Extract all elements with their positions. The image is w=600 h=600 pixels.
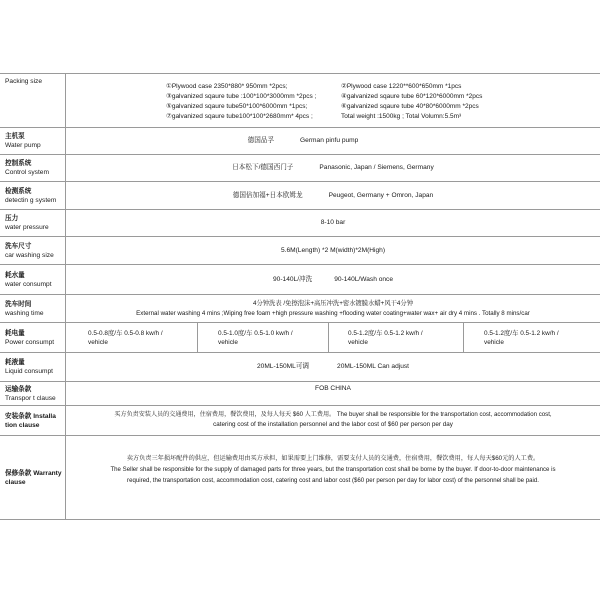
- label-en: water pressure: [5, 224, 49, 231]
- value-cn: 德国品孚: [247, 137, 275, 145]
- cell-divider: [197, 323, 198, 352]
- packing-right-list: [341, 82, 482, 122]
- label-en: Control system: [5, 169, 49, 176]
- row-water-consumption: [0, 265, 600, 295]
- label-cn: 保修条款 Warranty: [5, 469, 62, 477]
- time-line-en: External water washing 4 mins ;Wiping free foam +high pressure washing +flooding water coating+water wax+ air dry 4 mins . Totally 8 mins/car: [136, 310, 530, 317]
- label-cn: 安装条款 Installa: [5, 412, 56, 420]
- packing-left-list: [166, 82, 316, 122]
- row-detecting-system: [0, 182, 600, 210]
- label-cn: 压力: [5, 215, 19, 222]
- packing-item: ⑥galvanized sqaure tube 40*80*6000mm *2pcs: [341, 103, 479, 110]
- packing-item: ②Plywood case 1220**600*650mm *1pcs: [341, 83, 462, 90]
- label-en: clause: [5, 478, 26, 486]
- power-cell-line: vehicle: [484, 338, 504, 346]
- packing-item: ⑤galvanized sqaure tube50*100*6000mm *1pcs;: [166, 103, 308, 110]
- packing-item: ①Plywood case 2350*880* 950mm *2pcs;: [166, 83, 288, 90]
- label-en: car washing size: [5, 251, 54, 259]
- label-en: washing time: [5, 309, 44, 317]
- label-en: detectin g system: [5, 196, 57, 204]
- row-packing-size: [0, 73, 600, 128]
- value-en: Peugeot, Germany + Omron, Japan: [328, 191, 434, 199]
- row-transport-clause: [0, 382, 600, 406]
- packing-item: ⑦galvanized sqaure tube100*100*2680mm* 4pcs ;: [166, 113, 313, 120]
- power-cell-line: vehicle: [348, 338, 368, 346]
- label-cn: 洗车时间: [5, 300, 32, 308]
- label-en: Power consumpt: [5, 338, 55, 346]
- value-cn: 90-140L/冲洗: [273, 275, 313, 283]
- row-water-pump: [0, 128, 600, 155]
- value-en: 20ML-150ML Can adjust: [337, 363, 409, 371]
- row-car-washing-size: [0, 237, 600, 265]
- warranty-line-3: required, the transportation cost, accommodation cost, catering cost and labor cost ($60 per person per day for labor cost) of the personnel shall be paid.: [127, 477, 539, 484]
- row-power-consumption: [0, 323, 600, 353]
- label-en: Liquid consumpt: [5, 368, 54, 375]
- packing-item: ③galvanized sqaure tube :100*100*3000mm *2pcs ;: [166, 93, 317, 100]
- label-cn: 耗水量: [5, 271, 25, 279]
- label-cn: 控制系统: [5, 160, 32, 167]
- value-en: German pinfu pump: [300, 137, 359, 145]
- transport-value: FOB CHINA: [315, 385, 351, 392]
- packing-item: Total weight :1500kg ; Total Volumn:5.5m³: [341, 113, 462, 120]
- value-cn: 日本松下/德国西门子: [232, 164, 294, 172]
- power-cell: [478, 323, 594, 352]
- row-control-system: [0, 155, 600, 182]
- install-line-1: 买方负责安装人员的交通费用，住宿费用，餐饮费用，及每人每天 $60 人工费用。 The buyer shall be responsible for the transportation cost, accommodation cost,: [114, 411, 552, 418]
- power-cell-line: vehicle: [88, 338, 108, 346]
- value: 8-10 bar: [320, 219, 346, 227]
- row-washing-time: [0, 295, 600, 323]
- warranty-line-1: 卖方负责三年损坏配件的供应，但运输费用由买方承担，如果需要上门维修，需要支付人员的交通费，住宿费用，餐饮费用，每人每天$60元的人工费。: [126, 455, 540, 462]
- warranty-line-2: The Seller shall be responsible for the supply of damaged parts for three years, but the transportation cost shall be borne by the buyer. If door-to-door maintenance is: [110, 466, 556, 473]
- power-cell: [342, 323, 458, 352]
- row-warranty-clause: [0, 436, 600, 520]
- time-line-cn: 4分钟洗表 /免擦泡沫+高压冲洗+密水镀膜水蜡+风干4分钟: [252, 300, 414, 307]
- value: 5.6M(Length) *2 M(width)*2M(High): [280, 246, 386, 254]
- value-en: Panasonic, Japan / Siemens, Germany: [319, 164, 434, 172]
- row-installation-clause: [0, 406, 600, 436]
- cell-divider: [463, 323, 464, 352]
- power-cell-line: 0.5-1.2度/车 0.5-1.2 kw/h /: [484, 329, 559, 337]
- install-line-2: catering cost of the installation personnel and the labor cost of $60 per person per day: [213, 421, 453, 428]
- label-en: Water pump: [5, 142, 41, 149]
- label-en: water consumpt: [5, 280, 52, 288]
- label-en: Transpor t clause: [5, 394, 56, 402]
- power-cell-line: 0.5-1.0度/车 0.5-1.0 kw/h /: [218, 329, 293, 337]
- power-cell: [212, 323, 328, 352]
- label-cn: 耗电量: [5, 329, 25, 337]
- cell-divider: [328, 323, 329, 352]
- packing-item: ④galvanized sqaure tube 60*120*6000mm *2pcs: [341, 93, 483, 100]
- row-liquid-consumption: [0, 353, 600, 382]
- label-cn: 耗液量: [5, 359, 25, 366]
- label-packing-size: [0, 74, 66, 127]
- power-cell-line: 0.5-0.8度/车 0.5-0.8 kw/h /: [88, 329, 163, 337]
- power-cell-line: vehicle: [218, 338, 238, 346]
- label-en: Packing size: [5, 78, 43, 85]
- label-cn: 洗车尺寸: [5, 242, 32, 250]
- label-cn: 主机泵: [5, 133, 25, 140]
- value-cn: 德国倍加福+日本欧姆龙: [232, 191, 303, 199]
- value-cn: 20ML-150ML可调: [256, 363, 310, 371]
- row-water-pressure: [0, 210, 600, 237]
- label-en: tion clause: [5, 421, 40, 429]
- power-cell-line: 0.5-1.2度/车 0.5-1.2 kw/h /: [348, 329, 423, 337]
- value-en: 90-140L/Wash once: [334, 275, 393, 283]
- power-cell: [82, 323, 198, 352]
- label-cn: 检测系统: [5, 187, 32, 195]
- label-cn: 运输条款: [5, 385, 32, 393]
